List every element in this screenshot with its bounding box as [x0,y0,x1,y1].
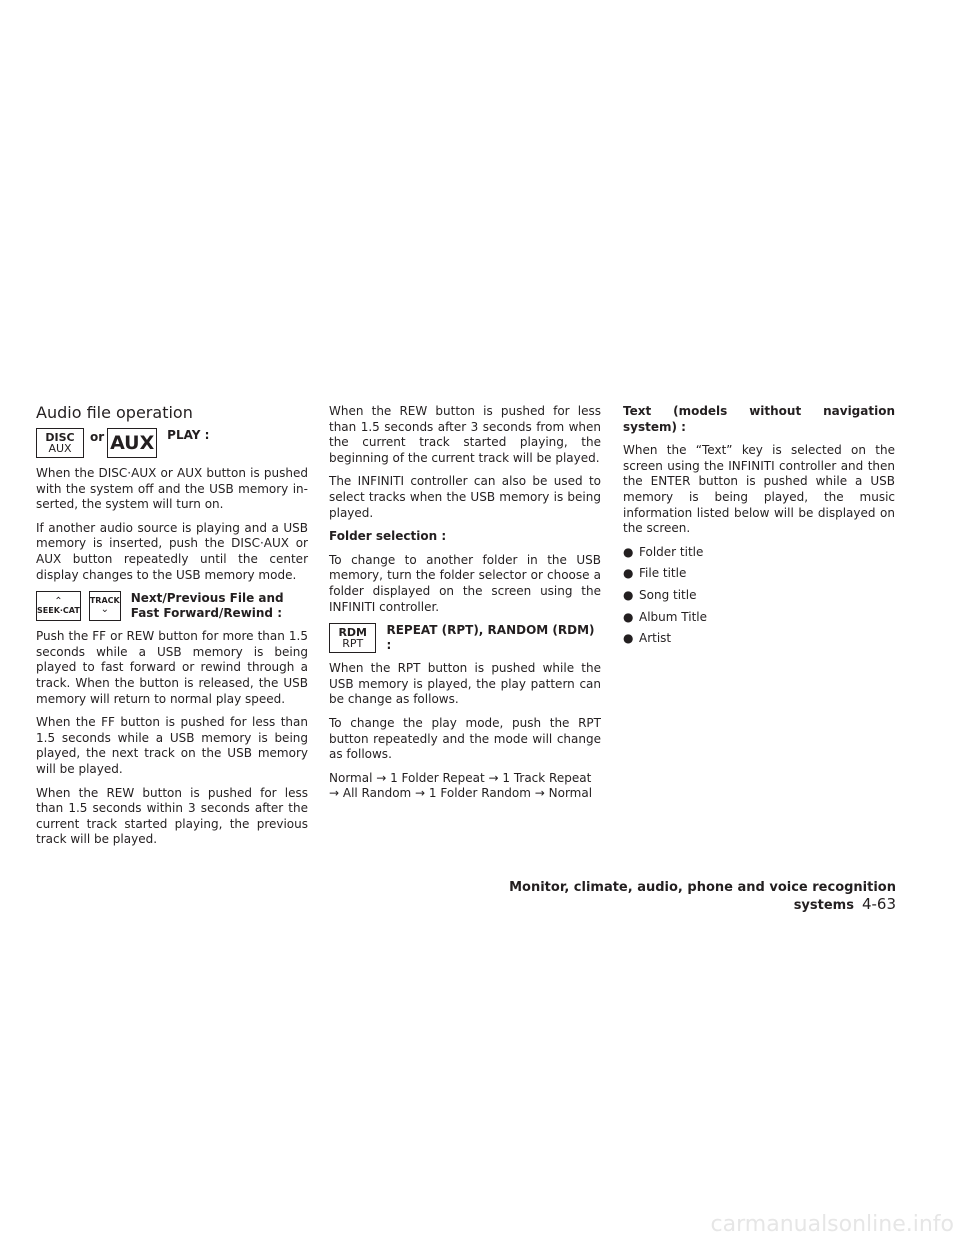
paragraph: When the DISC·AUX or AUX button is pushed with the system off and the USB memory in-serted, the system will turn on. [36,466,308,512]
list-item: ● Folder title [623,544,704,559]
paragraph: If another audio source is playing and a USB memory is inserted, push the DISC·AUX or AUX button repeatedly until the center display changes to the USB memory mode. [36,520,308,582]
play-label: PLAY : [167,428,210,442]
chevron-up-icon: ⌃ [54,596,63,608]
repeat-random-label: REPEAT (RPT), RANDOM (RDM) : [386,623,595,653]
paragraph: When the RPT button is pushed while the USB memory is played, the play pattern can be change as follows. [329,661,601,707]
bullet-icon: ● [623,544,634,559]
list-item: ● Artist [623,631,672,646]
seek-cat-button-icon: ⌃ SEEK·CAT [36,591,81,621]
disc-aux-button-icon: DISC AUX [36,428,84,458]
list-item: ● Song title [623,587,697,602]
bullet-icon: ● [623,587,634,602]
column-1 [36,404,308,856]
bullet-icon: ● [623,609,634,624]
paragraph: The INFINITI controller can also be used to select tracks when the USB memory is being played. [329,474,601,520]
paragraph: To change to another folder in the USB memory, turn the folder selector or choose a folder displayed on the screen using the INFINITI controller. [329,552,601,614]
chevron-down-icon: ⌄ [100,604,109,616]
aux-button-icon: AUX [107,428,157,458]
or-text: or [90,430,105,444]
text-heading: Text (models without navigation system) : [623,404,895,434]
seek-label: Next/Previous File and Fast Forward/Rewind : [130,591,284,621]
section-title: Audio file operation [36,403,193,422]
folder-selection-heading: Folder selection : [329,529,447,544]
paragraph: Normal → 1 Folder Repeat → 1 Track Repeat → All Random → 1 Folder Random → Normal [329,770,593,801]
play-button-row [36,428,308,458]
list-item: ● Album Title [623,609,707,624]
paragraph: When the “Text” key is selected on the screen using the INFINITI controller and then the ENTER button is pushed while a USB memory is being played, the music information listed below will be displayed on the screen. [623,443,895,536]
column-3 [623,404,895,653]
music-info-list [623,545,895,647]
paragraph: To change the play mode, push the RPT button repeatedly and the mode will change as follows. [329,715,601,762]
paragraph: Push the FF or REW button for more than 1.5 seconds while a USB memory is being played to fast forward or rewind through a track. When the button is released, the USB memory will return to normal play speed. [36,629,308,706]
watermark: carmanualsonline.info [710,1212,954,1237]
paragraph: When the REW button is pushed for less than 1.5 seconds within 3 seconds after the current track started playing, the previous track will be played. [36,785,308,847]
page-number: 4-63 [861,895,896,913]
paragraph: When the FF button is pushed for less than 1.5 seconds while a USB memory is being played, the next track on the USB memory will be played. [36,715,308,776]
footer-section-title: Monitor, climate, audio, phone and voice recognition systems [509,880,896,913]
paragraph: When the REW button is pushed for less than 1.5 seconds after 3 seconds from when the current track started playing, the beginning of the current track will be played. [329,404,601,465]
rdm-rpt-button-icon: RDM RPT [329,623,376,653]
bullet-icon: ● [623,566,634,581]
page-footer [450,880,896,913]
list-item: ● File title [623,566,687,581]
seek-button-row [36,591,308,621]
rdm-button-row [329,623,601,653]
track-button-icon: TRACK ⌄ [89,591,121,621]
column-2 [329,404,601,810]
bullet-icon: ● [623,631,634,646]
